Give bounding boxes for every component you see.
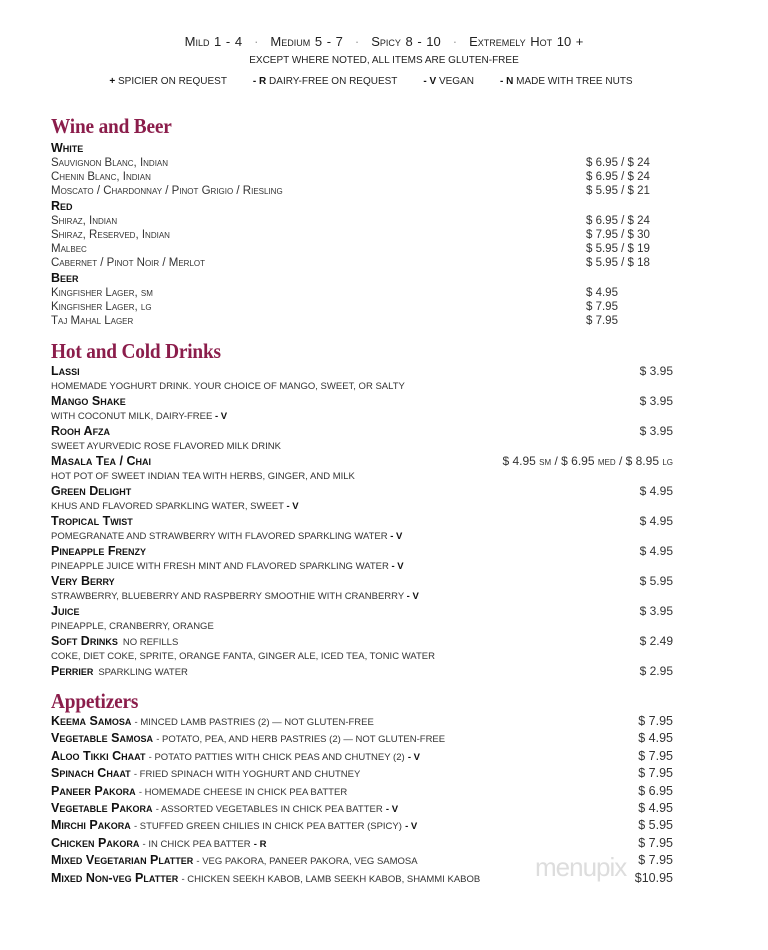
item-description: - STUFFED GREEN CHILIES IN CHICK PEA BATTER (SPICY)	[133, 821, 402, 833]
item-description: - VEG PAKORA, PANEER PAKORA, VEG SAMOSA	[196, 856, 418, 868]
item-price: $ 6.95	[638, 783, 673, 798]
item-price: $ 5.95 / $ 18	[586, 257, 650, 269]
item-description: - POTATO PATTIES WITH CHICK PEAS AND CHUTNEY (2)	[148, 751, 405, 763]
dietary-tag: - V	[405, 821, 418, 833]
item-description: - MINCED LAMB PASTRIES (2) — NOT GLUTEN-FREE	[134, 717, 374, 728]
description-text: KHUS AND FLAVORED SPARKLING WATER, SWEET	[51, 501, 284, 512]
menu-item	[51, 256, 650, 270]
item-price: $ 5.95 / $ 19	[586, 243, 650, 255]
legend-label: VEGAN	[438, 76, 474, 87]
item-description	[51, 379, 673, 394]
separator: ·	[452, 34, 458, 49]
item-name: Mixed Non-veg Platter	[51, 870, 179, 885]
section-title-appetizers: Appetizers	[51, 689, 139, 713]
menu-item	[51, 364, 673, 379]
spice-level: Spicy 8 - 10	[371, 34, 441, 49]
item-description	[51, 649, 673, 664]
item-price: $ 5.95 / $ 21	[586, 185, 650, 197]
item-note: NO REFILLS	[122, 637, 179, 648]
legend-key: - V	[423, 76, 437, 87]
menu-item	[51, 184, 650, 198]
section-title-wine-and-beer: Wine and Beer	[51, 114, 172, 138]
item-name: Lassi	[51, 364, 80, 378]
item-name: Rooh Afza	[51, 424, 111, 438]
item-price: $ 4.95	[639, 484, 673, 498]
item-name: Kingfisher Lager, sm	[51, 287, 153, 299]
menu-item	[51, 713, 673, 730]
item-price: $ 7.95	[586, 301, 618, 313]
legend-key: - R	[252, 76, 267, 87]
item-description: - ASSORTED VEGETABLES IN CHICK PEA BATTER	[155, 803, 383, 815]
description-text: PINEAPPLE JUICE WITH FRESH MINT AND FLAVORED SPARKLING WATER	[51, 561, 389, 572]
menu-item	[51, 817, 673, 834]
description-text: HOT POT OF SWEET INDIAN TEA WITH HERBS, GINGER, AND MILK	[51, 471, 355, 482]
item-name: Soft Drinks	[51, 634, 118, 648]
menu-item	[51, 800, 673, 817]
item-name: Tropical Twist	[51, 514, 133, 528]
spice-level: Medium 5 - 7	[270, 34, 343, 49]
menu-item	[51, 783, 673, 800]
wine-group-heading: White	[51, 141, 84, 155]
gluten-note: EXCEPT WHERE NOTED, ALL ITEMS ARE GLUTEN-FREE	[249, 55, 519, 66]
item-price: $ 4.95 sm / $ 6.95 med / $ 8.95 lg	[502, 454, 673, 468]
menu-item	[51, 156, 650, 170]
menu-item	[51, 394, 673, 409]
item-description	[51, 589, 673, 604]
item-name: Pineapple Frenzy	[51, 544, 146, 558]
menu-item	[51, 514, 673, 529]
item-description	[51, 499, 673, 514]
item-price: $ 4.95	[639, 514, 673, 528]
menu-item	[51, 664, 673, 679]
description-text: HOMEMADE YOGHURT DRINK. YOUR CHOICE OF MANGO, SWEET, OR SALTY	[51, 381, 405, 392]
description-text: POMEGRANATE AND STRAWBERRY WITH FLAVORED SPARKLING WATER	[51, 531, 388, 542]
item-description: - HOMEMADE CHEESE IN CHICK PEA BATTER	[138, 786, 348, 798]
item-price: $ 7.95 / $ 30	[586, 229, 650, 241]
item-price: $ 6.95 / $ 24	[586, 171, 650, 183]
item-name: Moscato / Chardonnay / Pinot Grigio / Riesling	[51, 185, 283, 197]
menu-item	[51, 484, 673, 499]
menu-item	[51, 730, 673, 747]
item-name: Paneer Pakora	[51, 783, 136, 798]
legend-label: SPICIER ON REQUEST	[118, 76, 227, 87]
menu-item	[51, 634, 673, 649]
watermark-logo: menupix	[535, 852, 627, 882]
legend-item	[500, 76, 633, 87]
item-description: - FRIED SPINACH WITH YOGHURT AND CHUTNEY	[133, 769, 361, 781]
item-name: Spinach Chaat	[51, 766, 131, 781]
dietary-tag: - V	[391, 561, 404, 572]
menu-item	[51, 228, 650, 242]
dietary-tag: - V	[214, 411, 228, 422]
menu-item	[51, 214, 650, 228]
item-name: Cabernet / Pinot Noir / Merlot	[51, 257, 206, 269]
menu-item	[51, 286, 618, 300]
menu-item	[51, 300, 618, 314]
separator: ·	[354, 34, 360, 49]
description-text: WITH COCONUT MILK, DAIRY-FREE	[51, 411, 213, 422]
legend-item	[423, 76, 474, 87]
description-text: COKE, DIET COKE, SPRITE, ORANGE FANTA, GINGER ALE, ICED TEA, TONIC WATER	[51, 651, 435, 662]
item-name: Aloo Tikki Chaat	[51, 748, 146, 763]
item-name: Mirchi Pakora	[51, 818, 131, 833]
item-name: Perrier	[51, 664, 94, 678]
item-name: Mixed Vegetarian Platter	[51, 853, 194, 868]
item-name: Masala Tea / Chai	[51, 454, 151, 468]
menu-item	[51, 170, 650, 184]
menu-item	[51, 544, 673, 559]
item-name: Shiraz, Indian	[51, 215, 118, 227]
legend-key: +	[109, 76, 116, 87]
legend-item	[253, 76, 397, 87]
dietary-tag: - V	[385, 803, 399, 815]
item-description	[51, 469, 673, 484]
item-name: Very Berry	[51, 574, 115, 588]
wine-and-beer-section	[51, 140, 650, 328]
item-price: $ 4.95	[639, 544, 673, 558]
legend-key: - N	[499, 76, 514, 87]
item-price: $ 7.95	[638, 766, 673, 781]
item-price: $ 4.95	[586, 287, 618, 299]
item-price: $ 6.95 / $ 24	[586, 215, 650, 227]
item-name: Shiraz, Reserved, Indian	[51, 229, 170, 241]
description-text: PINEAPPLE, CRANBERRY, ORANGE	[51, 621, 214, 632]
item-name: Green Delight	[51, 484, 132, 498]
item-name: Vegetable Pakora	[51, 800, 153, 815]
item-name: Chenin Blanc, Indian	[51, 171, 151, 183]
dietary-legend	[0, 76, 768, 87]
drinks-section	[51, 364, 673, 679]
item-description	[51, 619, 673, 634]
dietary-tag: - V	[406, 591, 419, 602]
item-price: $ 5.95	[639, 574, 673, 588]
item-description	[51, 559, 673, 574]
item-price: $ 3.95	[639, 424, 673, 438]
item-price: $ 5.95	[638, 818, 673, 833]
item-price: $ 2.49	[639, 634, 673, 648]
item-price: $ 4.95	[638, 731, 673, 746]
menu-item	[51, 314, 618, 328]
dietary-tag: - V	[390, 531, 403, 542]
section-title-hot-and-cold-drinks: Hot and Cold Drinks	[51, 339, 221, 363]
item-description: - CHICKEN SEEKH KABOB, LAMB SEEKH KABOB, SHAMMI KABOB	[181, 873, 481, 885]
item-name: Sauvignon Blanc, Indian	[51, 157, 169, 169]
item-name: Mango Shake	[51, 394, 126, 408]
dietary-tag: - R	[253, 838, 267, 850]
menu-item	[51, 454, 673, 469]
wine-group-heading: Red	[51, 199, 73, 213]
item-description: - IN CHICK PEA BATTER	[142, 838, 251, 850]
item-price: $ 7.95	[638, 835, 673, 850]
legend-label: DAIRY-FREE ON REQUEST	[269, 76, 398, 87]
menu-item	[51, 765, 673, 782]
menu-item	[51, 604, 673, 619]
item-price: $ 3.95	[639, 364, 673, 378]
separator: ·	[254, 34, 259, 49]
dietary-tag: - V	[286, 501, 299, 512]
item-price: $ 7.95	[586, 315, 618, 327]
menu-item	[51, 242, 650, 256]
item-description	[51, 439, 673, 454]
item-name: Vegetable Samosa	[51, 731, 153, 746]
description-text: STRAWBERRY, BLUEBERRY AND RASPBERRY SMOOTHIE WITH CRANBERRY	[51, 591, 404, 602]
wine-group-heading: Beer	[51, 271, 79, 285]
item-price: $ 4.95	[638, 800, 673, 815]
item-price: $ 6.95 / $ 24	[586, 157, 650, 169]
spice-level: Mild 1 - 4	[184, 34, 243, 49]
legend-label: MADE WITH TREE NUTS	[516, 76, 633, 87]
item-name: Malbec	[51, 243, 87, 255]
item-name: Keema Samosa	[51, 714, 132, 728]
menu-item	[51, 574, 673, 589]
dietary-tag: - V	[407, 751, 421, 763]
item-price: $ 3.95	[639, 604, 673, 618]
legend-item	[109, 76, 227, 87]
spice-levels	[0, 34, 768, 49]
item-price: $10.95	[634, 870, 673, 885]
menu-item	[51, 748, 673, 765]
item-price: $ 7.95	[638, 853, 673, 868]
item-description	[51, 529, 673, 544]
item-name: Kingfisher Lager, lg	[51, 301, 152, 313]
item-price: $ 3.95	[639, 394, 673, 408]
item-price: $ 2.95	[639, 664, 673, 678]
item-name: Taj Mahal Lager	[51, 315, 134, 327]
menu-item	[51, 424, 673, 439]
item-name: Chicken Pakora	[51, 835, 140, 850]
description-text: SWEET AYURVEDIC ROSE FLAVORED MILK DRINK	[51, 441, 281, 452]
menu-item	[51, 835, 673, 852]
item-price: $ 7.95	[638, 714, 673, 728]
item-description	[51, 409, 673, 424]
item-note: SPARKLING WATER	[98, 667, 188, 678]
item-price: $ 7.95	[638, 748, 673, 763]
item-description: - POTATO, PEA, AND HERB PASTRIES (2) — NOT GLUTEN-FREE	[156, 734, 446, 746]
item-name: Juice	[51, 604, 80, 618]
spice-level: Extremely Hot 10 +	[469, 34, 584, 49]
